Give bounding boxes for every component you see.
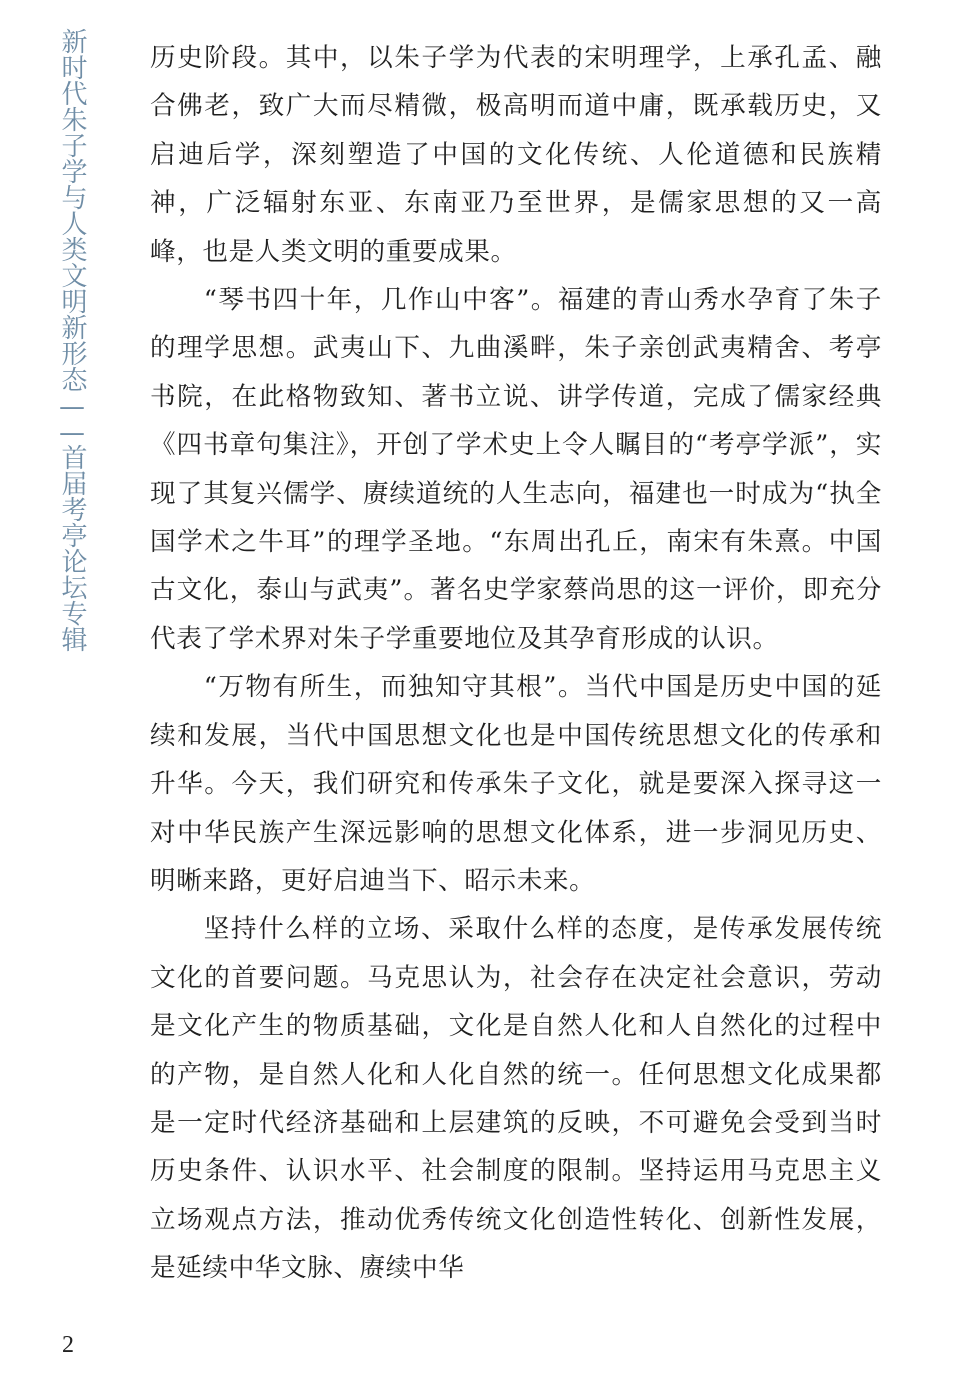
title-separator: —— — [57, 392, 87, 444]
book-subtitle: 首届考亭论坛专辑 — [57, 444, 87, 652]
paragraph-4: 坚持什么样的立场、采取什么样的态度，是传承发展传统文化的首要问题。马克思认为，社会存在决定社会意识，劳动是文化产生的物质基础，文化是自然人化和人自然化的过程中的产物，是自然人化和人化自然的统一。任何思想文化成果都是一定时代经济基础和上层建筑的反映，不可避免会受到当时历史条件、认识水平、社会制度的限制。坚持运用马克思主义立场观点方法，推动优秀传统文化创造性转化、创新性发展，是延续中华文脉、赓续中华 — [150, 914, 882, 1284]
paragraph-1: 历史阶段。其中，以朱子学为代表的宋明理学，上承孔孟、融合佛老，致广大而尽精微，极高明而道中庸，既承载历史，又启迪后学，深刻塑造了中国的文化传统、人伦道德和民族精神，广泛辐射东亚、东南亚乃至世界，是儒家思想的又一高峰，也是人类文明的重要成果。 — [150, 43, 882, 267]
main-text — [150, 34, 882, 1293]
paragraph-3: “万物有所生，而独知守其根”。当代中国是历史中国的延续和发展，当代中国思想文化也是中国传统思想文化的传承和升华。今天，我们研究和传承朱子文化，就是要深入探寻这一对中华民族产生深远影响的思想文化体系，进一步洞见历史、明晰来路，更好启迪当下、昭示未来。 — [150, 672, 882, 896]
paragraph-2: “琴书四十年，几作山中客”。福建的青山秀水孕育了朱子的理学思想。武夷山下、九曲溪畔，朱子亲创武夷精舍、考亭书院，在此格物致知、著书立说、讲学传道，完成了儒家经典《四书章句集注》，开创了学术史上令人瞩目的“考亭学派”，实现了其复兴儒学、赓续道统的人生志向，福建也一时成为“执全国学术之牛耳”的理学圣地。“东周出孔丘，南宋有朱熹。中国古文化，泰山与武夷”。著名史学家蔡尚思的这一评价，即充分代表了学术界对朱子学重要地位及其孕育形成的认识。 — [150, 285, 882, 654]
book-title: 新时代朱子学与人类文明新形态 — [57, 28, 87, 392]
page-number: 2 — [62, 1332, 74, 1358]
running-header-vertical — [52, 28, 86, 652]
